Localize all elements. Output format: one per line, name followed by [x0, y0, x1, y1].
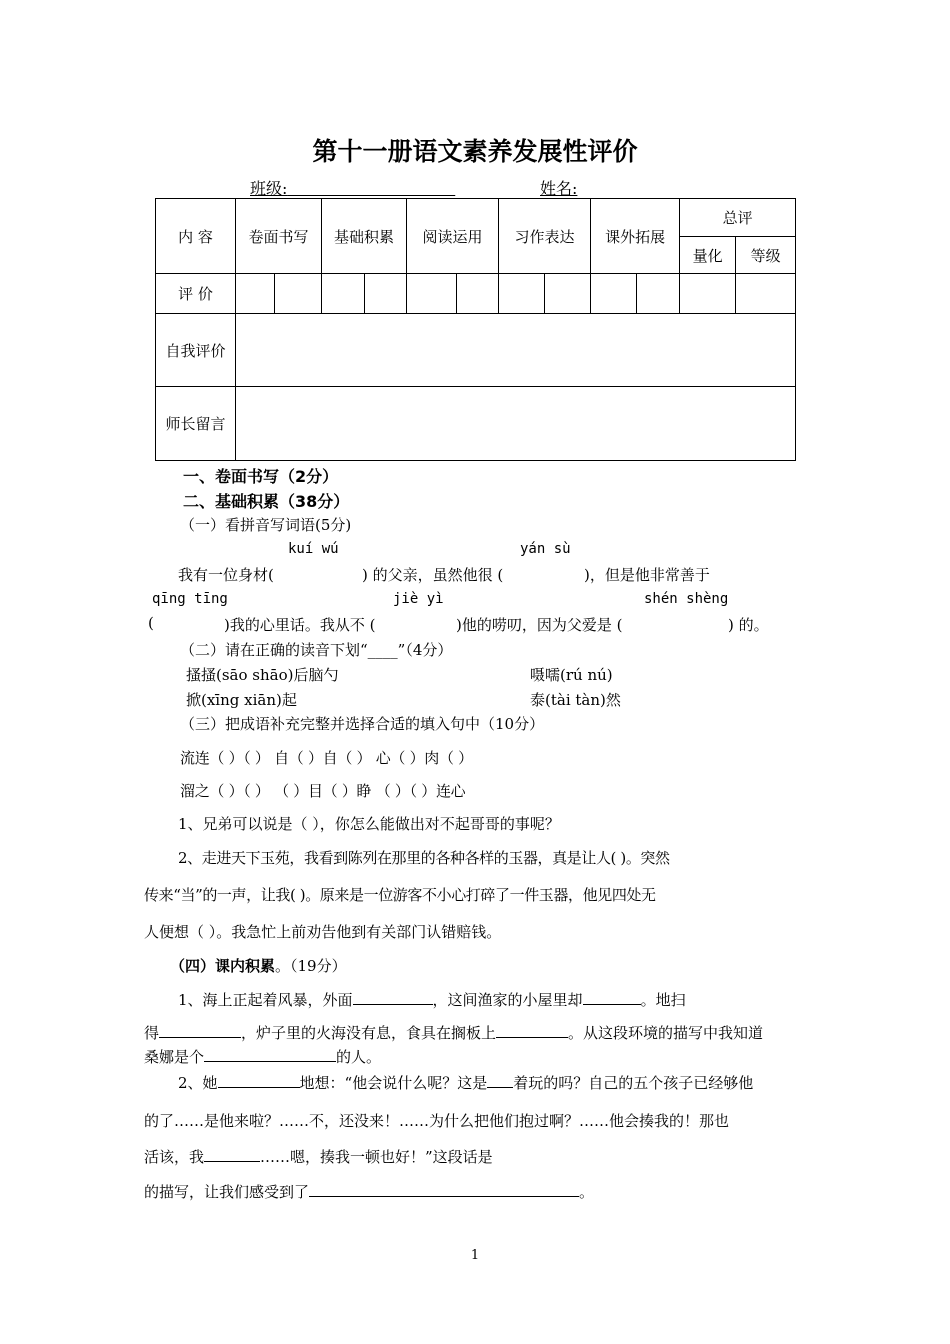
- part4-p1-line1: [178, 989, 686, 1010]
- section-1-heading: 一、卷面书写（2分）: [183, 467, 339, 486]
- part4-p1-line2: [144, 1022, 763, 1043]
- class-label-text: 班级:: [250, 179, 288, 198]
- content-header: 内 容: [156, 199, 236, 274]
- part1-line2-b: )我的心里话。我从不 (: [224, 616, 376, 634]
- eval-cell[interactable]: [680, 274, 736, 314]
- eval-cell[interactable]: [736, 274, 796, 314]
- class-label: [250, 176, 455, 199]
- pinyin-yansu: yán sù: [520, 541, 571, 557]
- part1-line2-a: (: [148, 614, 154, 632]
- part4-heading-rest: 。（19分）: [275, 957, 347, 975]
- idiom-row-1: 流连（ ）（ ） 自（ ）自（ ） 心（ ）肉（ ）: [180, 749, 473, 767]
- blank[interactable]: [309, 1195, 579, 1197]
- p1a-text-3: 。地扫: [640, 991, 686, 1009]
- blank[interactable]: [218, 1086, 300, 1088]
- quant-header: 量化: [680, 237, 736, 274]
- part4-p2-line2: 的了……是他来啦？……不，还没来！……为什么把他们抱过啊？……他会揍我的！那也: [144, 1112, 730, 1130]
- p1b-text-3: 。从这段环境的描写中我知道: [568, 1024, 764, 1042]
- p1c-text-2: 的人。: [336, 1048, 382, 1066]
- part2-word-1: 搔搔(sāo shāo)后脑勺: [186, 666, 339, 684]
- part1-line1-a: 我有一位身材(: [178, 566, 274, 584]
- idiom-sentence-2c: 人便想（ ）。我急忙上前劝告他到有关部门认错赔钱。: [144, 923, 502, 941]
- eval-cell[interactable]: [545, 274, 591, 314]
- idiom-sentence-1: 1、兄弟可以说是（ ），你怎么能做出对不起哥哥的事呢？: [178, 815, 560, 833]
- teacher-note-label: 师长留言: [156, 387, 236, 461]
- blank[interactable]: [496, 1036, 568, 1038]
- page-title: 第十一册语文素养发展性评价: [312, 137, 638, 166]
- evaluation-table: [155, 198, 796, 461]
- part2-heading: （二）请在正确的读音下划“____”（4分）: [180, 641, 453, 659]
- part1-line2-d: ) 的。: [728, 616, 769, 634]
- p1b-text-2: ，炉子里的火海没有息，食具在搁板上: [241, 1024, 497, 1042]
- pinyin-shensheng: shén shèng: [644, 591, 729, 607]
- p1b-text-1: 得: [144, 1024, 160, 1042]
- eval-cell[interactable]: [236, 274, 275, 314]
- idiom-sentence-2b: 传来“当”的一声，让我( )。原来是一位游客不小心打碎了一件玉器，他见四处无: [144, 886, 656, 904]
- p1a-text-1: 1、海上正起着风暴，外面: [178, 991, 353, 1009]
- category-handwriting: 卷面书写: [236, 199, 322, 274]
- pinyin-jieyi: jiè yì: [393, 591, 444, 607]
- eval-cell[interactable]: [637, 274, 680, 314]
- category-reading: 阅读运用: [407, 199, 499, 274]
- eval-cell[interactable]: [591, 274, 637, 314]
- blank[interactable]: [487, 1086, 513, 1088]
- eval-cell[interactable]: [499, 274, 545, 314]
- pinyin-kuiwu: kuí wú: [288, 541, 339, 557]
- name-label-text: 姓名:: [540, 179, 578, 198]
- blank[interactable]: [583, 1003, 641, 1005]
- self-eval-cell[interactable]: [236, 314, 796, 387]
- part2-word-3: 掀(xīng xiān)起: [186, 691, 297, 709]
- eval-row-label: 评 价: [156, 274, 236, 314]
- p2c-text-2: ……嗯，揍我一顿也好！”这段话是: [260, 1148, 493, 1166]
- section-2-heading: 二、基础积累（38分）: [183, 492, 350, 511]
- blank[interactable]: [353, 1003, 433, 1005]
- part4-heading: [170, 955, 347, 976]
- part4-p2-line4: [144, 1181, 594, 1202]
- part4-p2-line3: [144, 1146, 493, 1167]
- p2d-text-2: 。: [579, 1183, 595, 1201]
- teacher-note-cell[interactable]: [236, 387, 796, 461]
- part1-line2-c: )他的唠叨，因为父爱是 (: [456, 616, 623, 634]
- page-number: 1: [470, 1248, 480, 1263]
- blank[interactable]: [159, 1036, 241, 1038]
- part3-heading: （三）把成语补充完整并选择合适的填入句中（10分）: [180, 715, 545, 733]
- part4-p2-line1: [178, 1072, 753, 1093]
- eval-cell[interactable]: [322, 274, 365, 314]
- eval-cell[interactable]: [365, 274, 407, 314]
- total-header: 总评: [680, 199, 796, 237]
- p2d-text-1: 的描写，让我们感受到了: [144, 1183, 310, 1201]
- part2-word-4: 泰(tài tàn)然: [530, 691, 621, 709]
- name-label: [540, 176, 577, 199]
- p2c-text-1: 活该，我: [144, 1148, 205, 1166]
- p2a-text-2: 地想：“他会说什么呢？这是: [299, 1074, 488, 1092]
- eval-cell[interactable]: [275, 274, 322, 314]
- part1-line1-b: ) 的父亲，虽然他很 (: [362, 566, 504, 584]
- blank[interactable]: [204, 1060, 336, 1062]
- self-eval-label: 自我评价: [156, 314, 236, 387]
- eval-cell[interactable]: [407, 274, 457, 314]
- part2-word-2: 嗫嚅(rú nú): [530, 666, 613, 684]
- p1c-text-1: 桑娜是个: [144, 1048, 205, 1066]
- part4-heading-bold: （四）课内积累: [170, 957, 276, 975]
- grade-header: 等级: [736, 237, 796, 274]
- category-extension: 课外拓展: [591, 199, 680, 274]
- category-basics: 基础积累: [322, 199, 407, 274]
- eval-cell[interactable]: [457, 274, 499, 314]
- part4-p1-line3: [144, 1046, 381, 1067]
- category-writing: 习作表达: [499, 199, 591, 274]
- idiom-sentence-2a: 2、走进天下玉苑，我看到陈列在那里的各种各样的玉器，真是让人( )。突然: [178, 849, 670, 867]
- blank[interactable]: [204, 1160, 260, 1162]
- part1-heading: （一）看拼音写词语(5分): [180, 516, 352, 534]
- part1-line1-c: )，但是他非常善于: [584, 566, 710, 584]
- pinyin-qingting: qīng tīng: [152, 591, 228, 607]
- p2a-text-1: 2、她: [178, 1074, 218, 1092]
- p2a-text-3: 着玩的吗？自己的五个孩子已经够他: [513, 1074, 754, 1092]
- p1a-text-2: ，这间渔家的小屋里却: [432, 991, 583, 1009]
- idiom-row-2: 溜之（ ）（ ） （ ）目（ ）睁 （ ）（ ）连心: [180, 782, 466, 800]
